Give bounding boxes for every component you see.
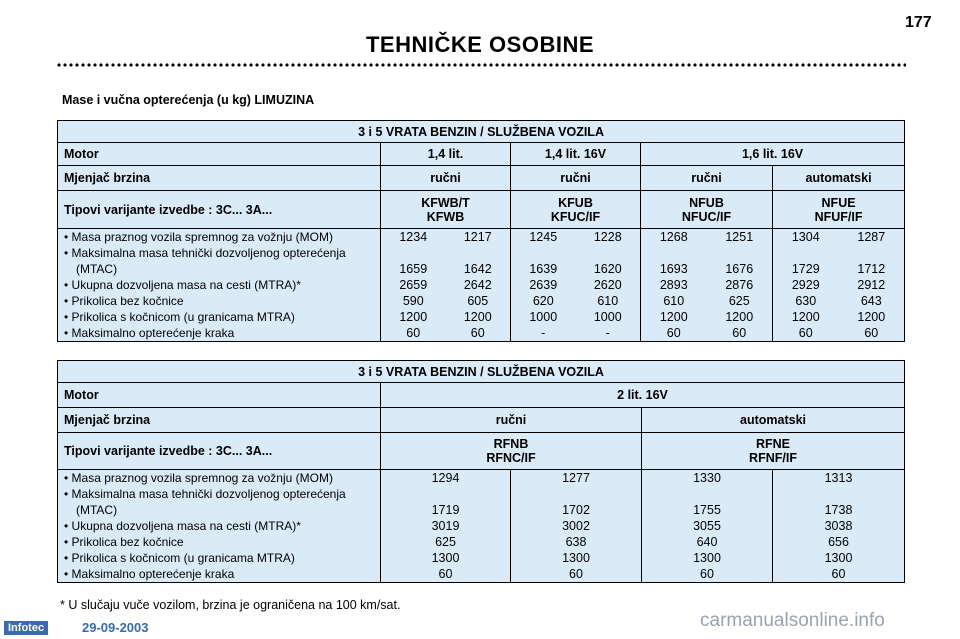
value-cell: 60 (798, 326, 813, 340)
value-cell: 1000 (529, 310, 558, 324)
row-label: • Maksimalna masa tehnički dozvoljenog opterećenja (MTAC) (64, 246, 346, 276)
value-list (517, 229, 570, 341)
value-column (446, 229, 511, 342)
gearbox-cell: ručni (381, 166, 511, 191)
value-cell: 638 (565, 535, 587, 549)
value-column (773, 229, 839, 342)
motor-cell: 1,6 lit. 16V (641, 143, 905, 166)
value-cell: 60 (470, 326, 485, 340)
types-label: Tipovi varijante izvedbe : 3C... 3A... (58, 433, 381, 470)
value-cell: 1642 (463, 262, 492, 276)
value-column (839, 229, 905, 342)
value-cell: 1738 (824, 503, 853, 517)
value-cell: 630 (795, 294, 817, 308)
value-list (582, 229, 635, 341)
value-cell: 2912 (857, 278, 886, 292)
value-cell: 1719 (431, 503, 460, 517)
row-label: • Maksimalna masa tehnički dozvoljenog opterećenja (MTAC) (64, 487, 346, 517)
value-cell: 1693 (659, 262, 688, 276)
value-column (381, 470, 511, 583)
gearbox-label: Mjenjač brzina (58, 166, 381, 191)
value-cell: 1702 (562, 503, 590, 517)
type-line: NFUB (689, 195, 724, 210)
type-line: RFNB (493, 437, 529, 451)
value-cell: 3019 (431, 519, 460, 533)
motor-cell: 2 lit. 16V (381, 383, 905, 408)
value-cell: 1639 (529, 262, 558, 276)
motor-label: Motor (58, 383, 381, 408)
row-label: • Maksimalno opterećenje kraka (64, 567, 235, 581)
footnote: * U slučaju vuče vozilom, brzina je ograničena na 100 km/sat. (60, 598, 401, 612)
row-label: • Prikolica s kočnicom (u granicama MTRA) (64, 551, 295, 565)
value-list (713, 229, 767, 341)
value-cell: 60 (569, 567, 583, 581)
value-cell: 1300 (824, 551, 853, 565)
value-cell: 1330 (693, 471, 721, 485)
value-list (779, 470, 898, 582)
motor-cell: 1,4 lit. (381, 143, 511, 166)
row-label: • Maksimalno opterećenje kraka (64, 326, 235, 340)
value-cell: 60 (700, 567, 714, 581)
value-cell: 1712 (857, 262, 886, 276)
value-cell: 1200 (791, 310, 820, 324)
row-label: • Masa praznog vozila spremnog za vožnju (MOM) (64, 230, 333, 244)
type-line: NFUE (821, 195, 856, 210)
value-cell: 1234 (399, 230, 428, 244)
row-label: • Masa praznog vozila spremnog za vožnju (MOM) (64, 471, 333, 485)
type-cell (642, 433, 905, 470)
value-cell: 1294 (431, 471, 460, 485)
value-cell: 3038 (824, 519, 853, 533)
table-caption: 3 i 5 VRATA BENZIN / SLUŽBENA VOZILA (58, 121, 905, 143)
value-cell: 1729 (791, 262, 820, 276)
row-label: • Prikolica s kočnicom (u granicama MTRA) (64, 310, 295, 324)
gearbox-cell: ručni (641, 166, 773, 191)
value-cell: 625 (728, 294, 750, 308)
mass-table-1 (57, 120, 905, 342)
value-cell: 1245 (529, 230, 558, 244)
value-cell: 1200 (857, 310, 886, 324)
value-cell: 60 (438, 567, 453, 581)
value-cell: 1277 (562, 471, 590, 485)
type-line: KFWB (426, 209, 465, 224)
infotec-logo: Infotec (4, 621, 48, 635)
mass-table-2 (57, 360, 905, 583)
type-line: KFUC/IF (550, 209, 601, 224)
value-cell: - (605, 326, 610, 340)
gearbox-cell: automatski (642, 408, 905, 433)
value-cell: 625 (435, 535, 456, 549)
page-title: TEHNIČKE OSOBINE (365, 32, 595, 57)
value-column (707, 229, 773, 342)
type-line: NFUC/IF (681, 209, 732, 224)
value-cell: 1300 (431, 551, 460, 565)
value-list (452, 229, 505, 341)
value-cell: 60 (864, 326, 879, 340)
value-cell: 1200 (463, 310, 492, 324)
type-cell (641, 191, 773, 229)
value-column (773, 470, 905, 583)
value-column (511, 229, 576, 342)
value-cell: 605 (467, 294, 489, 308)
type-cell (381, 433, 642, 470)
value-cell: 610 (663, 294, 685, 308)
value-list (779, 229, 833, 341)
row-descriptions (58, 470, 381, 583)
value-cell: 1200 (659, 310, 688, 324)
value-list (387, 229, 440, 341)
value-list (648, 470, 766, 582)
value-cell: 1251 (725, 230, 754, 244)
value-cell: 1228 (593, 230, 622, 244)
value-cell: 1300 (693, 551, 721, 565)
values-row (58, 470, 905, 583)
type-line: RFNE (755, 437, 791, 451)
value-cell: 656 (828, 535, 849, 549)
value-cell: 1620 (593, 262, 622, 276)
value-cell: 643 (860, 294, 882, 308)
section-subtitle: Mase i vučna opterećenja (u kg) LIMUZINA (62, 93, 315, 107)
value-column (642, 470, 773, 583)
page-number: 177 (905, 14, 932, 31)
type-cell (773, 191, 905, 229)
value-cell: 60 (406, 326, 421, 340)
value-cell: 1300 (562, 551, 590, 565)
row-label: • Ukupna dozvoljena masa na cesti (MTRA)* (64, 278, 301, 292)
gearbox-cell: ručni (381, 408, 642, 433)
value-cell: 1268 (659, 230, 688, 244)
value-list (647, 229, 701, 341)
motor-cell: 1,4 lit. 16V (511, 143, 641, 166)
value-cell: 1000 (593, 310, 622, 324)
value-list (517, 470, 635, 582)
gearbox-cell: automatski (773, 166, 905, 191)
row-descriptions (58, 229, 381, 342)
type-line: NFUF/IF (814, 209, 863, 224)
dotted-divider (56, 62, 906, 68)
value-list (845, 229, 899, 341)
motor-label: Motor (58, 143, 381, 166)
value-cell: 2639 (529, 278, 558, 292)
value-cell: 2620 (593, 278, 622, 292)
value-cell: 1200 (399, 310, 428, 324)
row-label: • Ukupna dozvoljena masa na cesti (MTRA)* (64, 519, 301, 533)
gearbox-cell: ručni (511, 166, 641, 191)
value-cell: 60 (666, 326, 681, 340)
value-cell: 60 (831, 567, 846, 581)
value-column (641, 229, 707, 342)
table-caption: 3 i 5 VRATA BENZIN / SLUŽBENA VOZILA (58, 361, 905, 383)
value-cell: 1755 (693, 503, 721, 517)
value-cell: 1287 (857, 230, 886, 244)
value-cell: - (541, 326, 546, 340)
value-cell: 1200 (725, 310, 754, 324)
print-date: 29-09-2003 (82, 620, 149, 635)
value-cell: 1313 (824, 471, 853, 485)
value-cell: 610 (597, 294, 619, 308)
value-cell: 640 (696, 535, 718, 549)
value-cell: 1676 (725, 262, 754, 276)
value-column (576, 229, 641, 342)
value-cell: 60 (732, 326, 747, 340)
value-cell: 2659 (399, 278, 428, 292)
value-cell: 1217 (463, 230, 492, 244)
value-cell: 2893 (659, 278, 688, 292)
value-cell: 1304 (791, 230, 820, 244)
type-line: RFNF/IF (749, 451, 797, 465)
value-list (387, 470, 504, 582)
type-line: KFWB/T (421, 195, 470, 210)
value-cell: 3055 (693, 519, 721, 533)
type-line: RFNC/IF (486, 451, 536, 465)
value-cell: 2642 (463, 278, 492, 292)
types-label: Tipovi varijante izvedbe : 3C... 3A... (58, 191, 381, 229)
value-cell: 1659 (399, 262, 428, 276)
value-cell: 3002 (562, 519, 590, 533)
type-line: KFUB (558, 195, 593, 210)
watermark: carmanualsonline.info (700, 610, 885, 631)
values-row (58, 229, 905, 342)
value-column (381, 229, 446, 342)
type-cell (511, 191, 641, 229)
value-column (511, 470, 642, 583)
value-cell: 2929 (791, 278, 820, 292)
row-label: • Prikolica bez kočnice (64, 535, 184, 549)
row-label: • Prikolica bez kočnice (64, 294, 184, 308)
value-cell: 620 (532, 294, 554, 308)
value-cell: 2876 (725, 278, 754, 292)
type-cell (381, 191, 511, 229)
value-cell: 590 (402, 294, 424, 308)
gearbox-label: Mjenjač brzina (58, 408, 381, 433)
